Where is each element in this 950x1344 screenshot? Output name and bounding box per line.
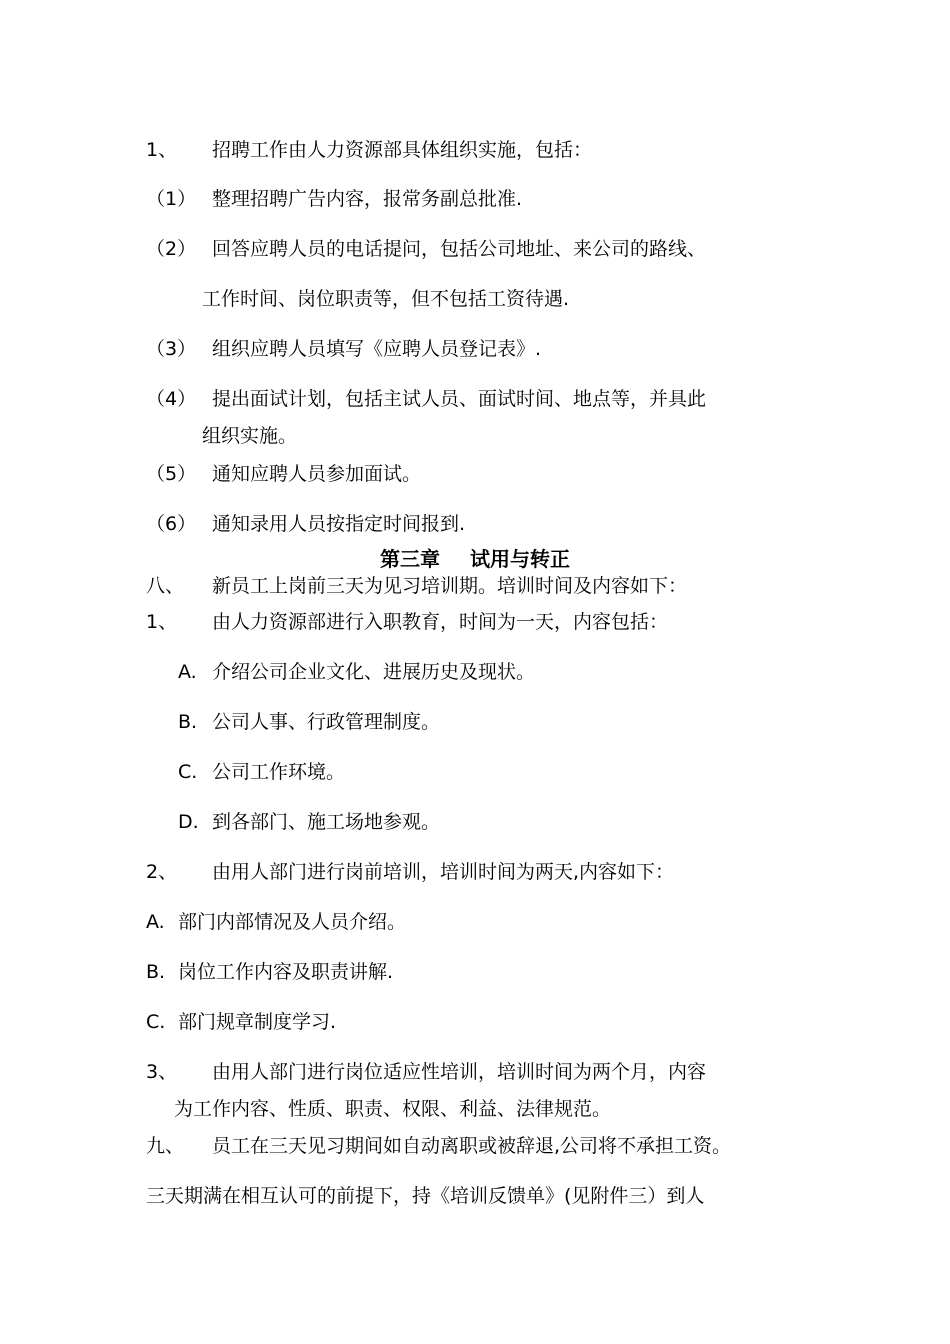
list-number: （3） [146,338,197,360]
paragraph-text: 新员工上岗前三天为见习培训期。培训时间及内容如下： [212,575,688,597]
list-number: 2、 [146,861,178,883]
section-number: 八、 [146,575,185,597]
paragraph-text: 员工在三天见习期间如自动离职或被辞退,公司将不承担工资。 [212,1135,732,1157]
paragraph-text: 岗位工作内容及职责讲解. [178,961,394,983]
list-letter: C. [146,1011,166,1033]
list-number: （4） [146,388,197,410]
chapter-number: 第三章 [380,547,440,571]
paragraph-text: 部门规章制度学习. [178,1011,337,1033]
list-number: （1） [146,188,197,210]
list-letter: C. [178,761,198,783]
section-number: 九、 [146,1135,185,1157]
paragraph-text: 介绍公司企业文化、进展历史及现状。 [212,661,536,683]
paragraph-continuation: 工作时间、岗位职责等，但不包括工资待遇. [202,288,570,310]
paragraph-text: 整理招聘广告内容，报常务副总批准. [212,188,523,210]
list-letter: A. [146,911,165,933]
list-letter: B. [146,961,166,983]
paragraph-text: 由用人部门进行岗位适应性培训，培训时间为两个月，内容 [212,1061,707,1083]
paragraph-text: 通知录用人员按指定时间报到. [212,513,466,535]
paragraph-continuation: 为工作内容、性质、职责、权限、利益、法律规范。 [174,1098,612,1120]
paragraph-text: 由用人部门进行岗前培训，培训时间为两天,内容如下： [212,861,675,883]
chapter-title: 试用与转正 [470,547,570,571]
paragraph-text: 到各部门、施工场地参观。 [212,811,441,833]
list-number: （6） [146,513,197,535]
paragraph-text: 招聘工作由人力资源部具体组织实施，包括： [212,139,593,161]
paragraph-text: 回答应聘人员的电话提问，包括公司地址、来公司的路线、 [212,238,707,260]
paragraph-text: 公司工作环境。 [212,761,346,783]
paragraph-text: 提出面试计划，包括主试人员、面试时间、地点等，并具此 [212,388,707,410]
chapter-heading [0,546,950,572]
list-letter: D. [178,811,199,833]
list-letter: B. [178,711,198,733]
paragraph-continuation: 组织实施。 [202,425,298,447]
paragraph-text: 三天期满在相互认可的前提下，持《培训反馈单》(见附件三）到人 [146,1185,705,1207]
list-number: 1、 [146,611,178,633]
list-number: 1、 [146,139,178,161]
paragraph-text: 部门内部情况及人员介绍。 [178,911,407,933]
paragraph-text: 通知应聘人员参加面试。 [212,463,422,485]
list-number: 3、 [146,1061,178,1083]
list-letter: A. [178,661,197,683]
list-number: （5） [146,463,197,485]
paragraph-text: 公司人事、行政管理制度。 [212,711,441,733]
paragraph-text: 组织应聘人员填写《应聘人员登记表》. [212,338,542,360]
list-number: （2） [146,238,197,260]
paragraph-text: 由人力资源部进行入职教育，时间为一天，内容包括： [212,611,669,633]
